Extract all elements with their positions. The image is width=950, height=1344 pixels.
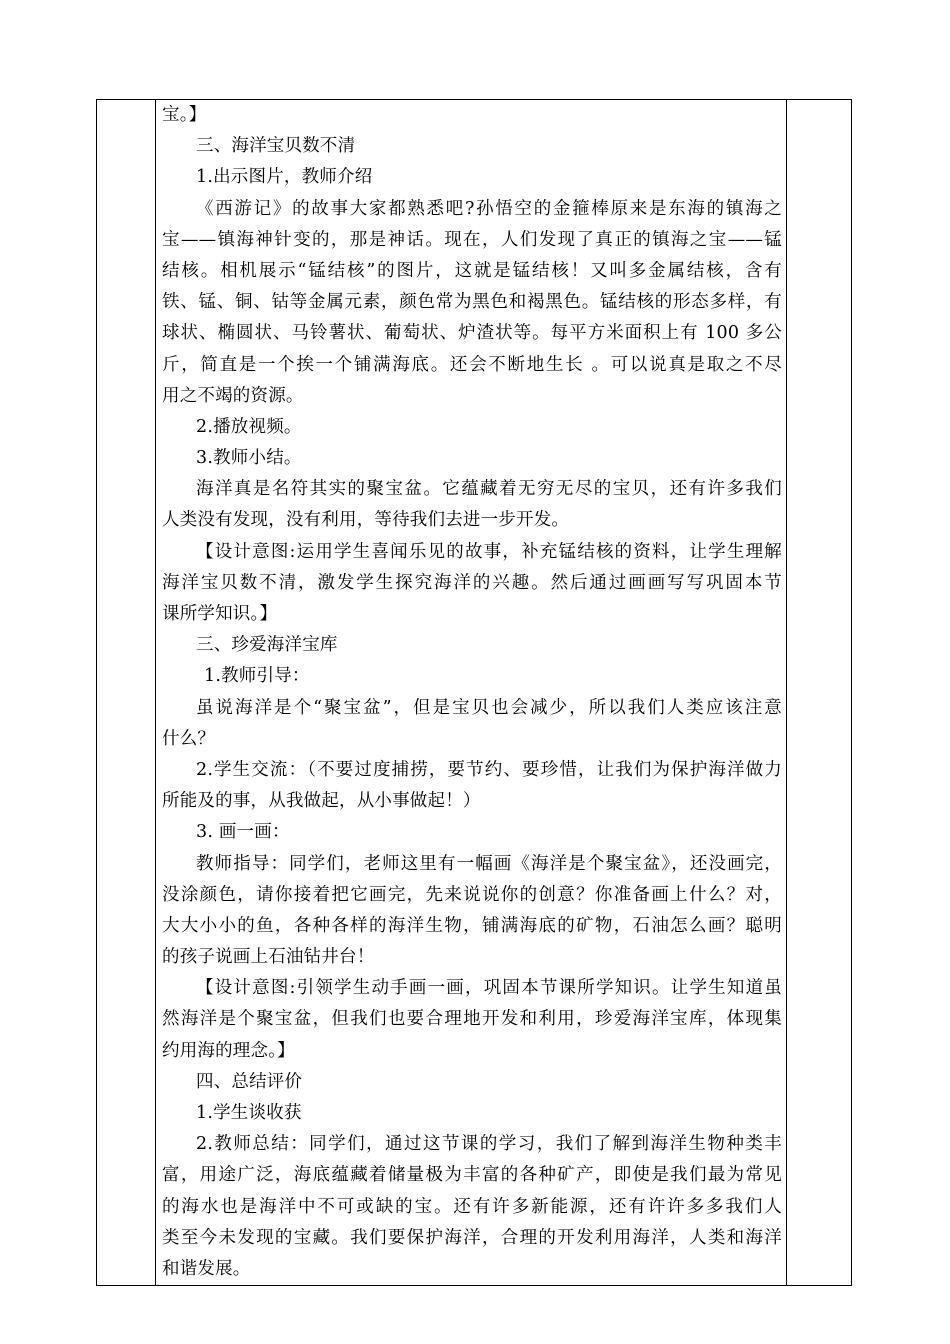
- text-line: 【设计意图:引领学生动手画一画，巩固本节课所学知识。让学生知道虽: [196, 978, 782, 999]
- text-line: 【设计意图:运用学生喜闻乐见的故事，补充锰结核的资料，让学生理解: [196, 541, 782, 562]
- text-line: 所能及的事，从我做起，从小事做起！）: [162, 791, 481, 812]
- text-line: 四、总结评价: [196, 1071, 303, 1092]
- text-line: 2.学生交流：（不要过度捕捞，要节约、要珍惜，让我们为保护海洋做力: [196, 759, 782, 780]
- text-line: 用之不竭的资源。: [162, 385, 304, 406]
- text-line: 铁、锰、铜、钴等金属元素，颜色常为黑色和褐黑色。锰结核的形态多样，有: [162, 292, 782, 313]
- text-line: 1.学生谈收获: [196, 1103, 302, 1123]
- text-line: 教师指导：同学们，老师这里有一幅画《海洋是个聚宝盆》，还没画完，: [196, 853, 782, 874]
- text-line: 的海水也是海洋中不可或缺的宝。还有许多新能源，还有许许多多我们人: [162, 1196, 782, 1217]
- right-column-cell: [787, 100, 852, 1286]
- text-line: 海洋宝贝数不清，激发学生探究海洋的兴趣。然后通过画画写写巩固本节: [162, 572, 782, 593]
- text-line: 1.教师引导：: [204, 666, 310, 687]
- text-line: 结核。相机展示“锰结核”的图片，这就是锰结核！又叫多金属结核，含有: [162, 260, 782, 281]
- text-line: 人类没有发现，没有利用，等待我们去进一步开发。: [162, 510, 570, 531]
- text-line: 什么？: [162, 728, 216, 749]
- text-line: 海洋真是名符其实的聚宝盆。它蕴藏着无穷无尽的宝贝，还有许多我们: [196, 479, 782, 500]
- text-line: 没涂颜色，请你接着把它画完，先来说说你的创意？你准备画上什么？对，: [162, 884, 782, 905]
- text-line: 斤，简直是一个挨一个铺满海底。还会不断地生长 。可以说真是取之不尽: [162, 354, 782, 375]
- text-line: 虽说海洋是个“聚宝盆”，但是宝贝也会减少，所以我们人类应该注意: [196, 697, 782, 718]
- text-line: 2.教师总结：同学们，通过这节课的学习，我们了解到海洋生物种类丰: [196, 1134, 782, 1155]
- text-line: 《西游记》的故事大家都熟悉吧?孙悟空的金箍棒原来是东海的镇海之: [196, 198, 782, 219]
- table-row: [97, 100, 852, 1286]
- left-column-cell: [97, 100, 156, 1286]
- text-line: 球状、椭圆状、马铃薯状、葡萄状、炉渣状等。每平方米面积上有 100 多公: [162, 323, 782, 344]
- text-line: 3. 画一画：: [196, 822, 290, 843]
- text-line: 三、珍爱海洋宝库: [196, 635, 338, 656]
- text-line: 课所学知识。】: [162, 604, 278, 624]
- text-line: 大大小小的鱼，各种各样的海洋生物，铺满海底的矿物，石油怎么画？聪明: [162, 915, 782, 936]
- text-line: 然海洋是个聚宝盆，但我们也要合理地开发和利用，珍爱海洋宝库，体现集: [162, 1009, 782, 1030]
- text-line: 三、海洋宝贝数不清: [196, 136, 356, 157]
- text-line: 1.出示图片，教师介绍: [196, 167, 373, 188]
- text-line: 宝——镇海神针变的，那是神话。现在，人们发现了真正的镇海之宝——锰: [162, 229, 782, 250]
- text-line: 和谐发展。: [162, 1258, 251, 1279]
- text-line: 的孩子说画上石油钻井台！: [162, 947, 375, 968]
- lesson-content: [156, 100, 786, 1285]
- text-line: 富，用途广泛，海底蕴藏着储量极为丰富的各种矿产，即使是我们最为常见: [162, 1165, 782, 1186]
- text-line: 3.教师小结。: [196, 448, 302, 469]
- text-line: 类至今未发现的宝藏。我们要保护海洋，合理的开发利用海洋，人类和海洋: [162, 1227, 782, 1248]
- lesson-plan-table: [96, 99, 852, 1286]
- text-line: 2.播放视频。: [196, 416, 302, 437]
- main-content-cell: [156, 100, 787, 1286]
- text-line: 约用海的理念。】: [162, 1040, 295, 1061]
- text-line: 宝。】: [162, 105, 207, 125]
